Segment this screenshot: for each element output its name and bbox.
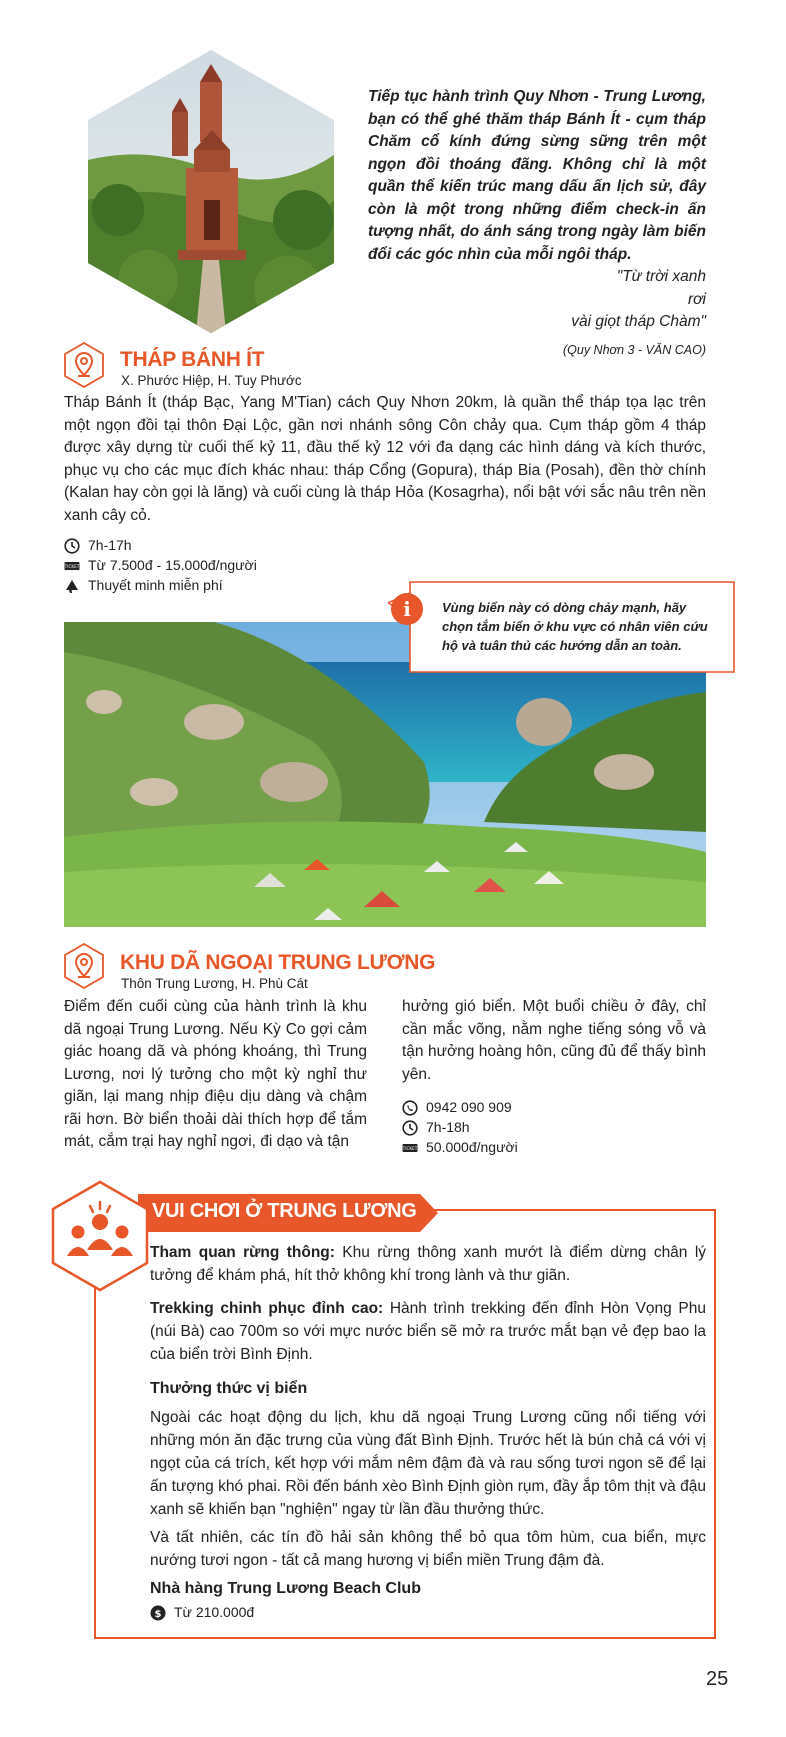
food-heading: Thưởng thức vị biển xyxy=(150,1380,308,1397)
activity-text: Khu rừng thông xanh mướt là điểm dừng chân lý tưởng để khám phá, hít thở không khí trong lành và thư giãn. xyxy=(150,1244,707,1284)
food-paragraph-2: Và tất nhiên, các tín đồ hải sản không thể bỏ qua tôm hùm, cua biển, mực nướng tươi ngon - tất cả mang hương vị biển miền Trung đậm đà. xyxy=(150,1529,706,1569)
trung-luong-text-col1: Điểm đến cuối cùng của hành trình là khu dã ngoại Trung Lương. Nếu Kỳ Co gợi cảm giác hoang dã và phóng khoáng, thì Trung Lương, nơi lý tưởng cho một kỳ nghỉ thư giãn, lại mang nhịp điệu dịu dàng và chậm rãi hơn. Bờ biển thoải dài thích hợp để tắm mát, cắm trại hay nghỉ ngơi, đi dạo và tận xyxy=(64,998,367,1150)
clock-icon xyxy=(64,538,80,554)
safety-callout-text: Vùng biển này có dòng chảy mạnh, hãy chọn tắm biển ở khu vực có nhân viên cứu hộ và tuân thủ các hướng dẫn an toàn. xyxy=(442,600,708,653)
trung-luong-price xyxy=(402,1138,518,1157)
activity-trekking xyxy=(150,1297,706,1366)
ticket-icon xyxy=(402,1140,418,1156)
location-pin-icon xyxy=(64,342,104,388)
price-text: 50.000đ/người xyxy=(426,1139,518,1155)
banh-it-guide xyxy=(64,576,223,595)
banh-it-hours xyxy=(64,536,132,555)
intro-paragraph: Tiếp tục hành trình Quy Nhơn - Trung Lương, bạn có thể ghé thăm tháp Bánh Ít - cụm tháp Chăm cổ kính đứng sừng sững trên một ngọn đồi thoáng đãng. Không chỉ là một quần thể kiến trúc mang dấu ấn lịch sử, đây còn là một trong những điểm check-in ấn tượng nhất, do ánh sáng trong ngày làm biến đổi các góc nhìn của mỗi ngôi tháp. xyxy=(368,88,706,263)
trung-luong-address: Thôn Trung Lương, H. Phù Cát xyxy=(121,976,308,991)
banh-it-address: X. Phước Hiệp, H. Tuy Phước xyxy=(121,373,302,388)
banh-it-description: Tháp Bánh Ít (tháp Bạc, Yang M'Tian) cách Quy Nhơn 20km, là quần thể tháp tọa lạc trên một ngọn đồi tại thôn Đại Lộc, gần nơi nhánh sông Côn chảy qua. Cụm tháp gồm 4 tháp được xây dựng từ cuối thế kỷ 11, đầu thế kỷ 12 với đa dạng các hình dáng và kích thước, phục vụ cho các mục đích khác nhau: tháp Cổng (Gopura), tháp Bia (Posah), đền thờ chính (Kalan hay còn gọi là lăng) và cuối cùng là tháp Hỏa (Kosagrha), nổi bật với sắc nâu trên nền xanh cây cỏ. xyxy=(64,394,706,524)
hours-text: 7h-17h xyxy=(88,537,132,553)
restaurant-price xyxy=(150,1603,254,1622)
svg-text:TICKET: TICKET xyxy=(402,1145,418,1151)
activities-title: VUI CHƠI Ở TRUNG LƯƠNG xyxy=(152,1200,417,1222)
svg-text:TICKET: TICKET xyxy=(64,563,80,569)
svg-text:i: i xyxy=(403,597,411,621)
activity-text: Hành trình trekking đến đỉnh Hòn Vọng Phu (núi Bà) cao 700m so với mực nước biển sẽ mở ra trước mắt bạn vẻ đẹp bao la của biển trời Bình Định. xyxy=(150,1300,706,1363)
activity-pine-forest xyxy=(150,1241,706,1287)
banh-it-tower-photo xyxy=(88,50,334,333)
phone-icon xyxy=(402,1100,418,1116)
megaphone-icon xyxy=(64,578,80,594)
people-group-icon xyxy=(50,1180,150,1292)
price-tag-icon xyxy=(150,1605,166,1621)
location-pin-icon xyxy=(64,943,104,989)
activity-label: Trekking chinh phục đỉnh cao: xyxy=(150,1300,384,1317)
page-number: 25 xyxy=(706,1668,729,1690)
ticket-icon xyxy=(64,558,80,574)
price-text: Từ 7.500đ - 15.000đ/người xyxy=(88,557,257,573)
restaurant-name: Nhà hàng Trung Lương Beach Club xyxy=(150,1580,421,1597)
poem-line: vài giọt tháp Chàm" xyxy=(571,313,706,330)
svg-text:$: $ xyxy=(154,1608,162,1620)
activity-label: Tham quan rừng thông: xyxy=(150,1244,335,1261)
phone-text: 0942 090 909 xyxy=(426,1099,512,1115)
food-paragraph-1: Ngoài các hoạt động du lịch, khu dã ngoại Trung Lương cũng nổi tiếng với những món ăn đặc trưng của vùng đất Bình Định. Trước hết là bún chả cá với vị ngọt của cá trích, kết hợp với mắm nêm đậm đà và rau sống tươi ngon sẽ để lại ấn tượng khó phai. Rồi đến bánh xèo Bình Định giòn rụm, đầy ắp tôm thịt và đậu xanh sẽ khiến bạn "nghiện" ngay từ lần đầu thưởng thức. xyxy=(150,1409,706,1518)
trung-luong-hours xyxy=(402,1118,470,1137)
section-title-banh-it: THÁP BÁNH ÍT xyxy=(120,348,265,371)
trung-luong-text-col2: hưởng gió biển. Một buổi chiều ở đây, chỉ cần mắc võng, nằm nghe tiếng sóng vỗ và tận hưởng hoàng hôn, cũng đủ để thấy bình yên. xyxy=(402,998,706,1083)
section-title-trung-luong: KHU DÃ NGOẠI TRUNG LƯƠNG xyxy=(120,951,436,974)
hours-text: 7h-18h xyxy=(426,1119,470,1135)
poem-line: rơi xyxy=(688,290,706,308)
poem-line: "Từ trời xanh xyxy=(616,268,706,285)
poem-quote xyxy=(480,266,706,334)
trung-luong-phone xyxy=(402,1098,512,1117)
poem-source: (Quy Nhơn 3 - VĂN CAO) xyxy=(562,343,706,357)
info-icon xyxy=(390,592,424,626)
guide-text: Thuyết minh miễn phí xyxy=(88,577,223,593)
clock-icon xyxy=(402,1120,418,1136)
restaurant-price-text: Từ 210.000đ xyxy=(174,1604,255,1620)
banh-it-price xyxy=(64,556,257,575)
